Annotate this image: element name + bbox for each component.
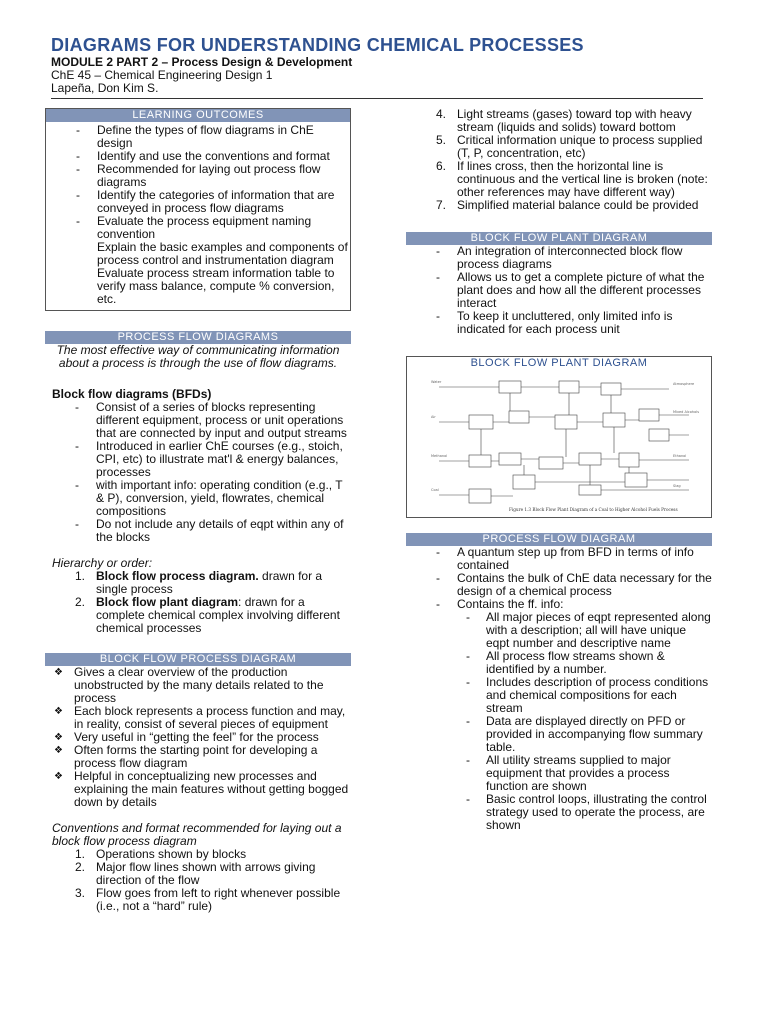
learning-outcomes-heading: LEARNING OUTCOMES (46, 109, 350, 122)
course-line: ChE 45 – Chemical Engineering Design 1 (51, 68, 273, 82)
list-item: 2. Major flow lines shown with arrows giving direction of the flow (75, 860, 316, 887)
plant-diagram-figure (406, 356, 712, 518)
list-item: - To keep it uncluttered, only limited info is indicated for each process unit (406, 310, 712, 336)
block-flow-plant-diagram-image (429, 373, 707, 513)
list-item: - All process flow streams shown & identified by a number. (406, 650, 712, 676)
list-item: 7. Simplified material balance could be provided (436, 198, 699, 212)
list-item: - Recommended for laying out process flow diagrams (46, 163, 350, 189)
header-divider (51, 98, 703, 99)
list-item: ❖ Gives a clear overview of the production unobstructed by the many details related to the process (45, 666, 351, 705)
list-item: Explain the basic examples and components of process control and instrumentation diagram (97, 240, 348, 267)
list-item: 4. Light streams (gases) toward top with heavy stream (liquids and solids) toward bottom (436, 107, 692, 134)
list-item: ❖ Helpful in conceptualizing new processes and explaining the main features without getting bogged down by details (45, 770, 351, 809)
list-item: 6. If lines cross, then the horizontal line is continuous and the vertical line is broken (note: other references may have different way) (436, 159, 708, 199)
list-item: Evaluate process stream information table to verify mass balance, compute % conversion, etc. (97, 266, 335, 306)
pfd-heading: PROCESS FLOW DIAGRAM (406, 533, 712, 546)
pfd-intro: The most effective way of communicating information about a process is through the use of flow diagrams. (56, 343, 340, 370)
list-item: 1. Block flow process diagram. drawn for a single process (75, 569, 323, 596)
list-item: - Contains the bulk of ChE data necessary for the design of a chemical process (406, 572, 712, 598)
svg-text:Methanol: Methanol (431, 454, 448, 458)
figure-caption: Figure 1.3 Block Flow Plant Diagram of a Coal to Higher Alcohol Fuels Process (509, 507, 678, 512)
left-column (45, 108, 351, 913)
list-item: - An integration of interconnected block flow process diagrams (406, 245, 712, 271)
svg-text:Mixed Alcohols: Mixed Alcohols (673, 410, 700, 414)
author-line: Lapeña, Don Kim S. (51, 81, 159, 95)
svg-text:Water: Water (431, 380, 442, 384)
pfd-section-heading: PROCESS FLOW DIAGRAMS (45, 331, 351, 344)
list-item: - Introduced in earlier ChE courses (e.g., stoich, CPI, etc) to illustrate mat'l & energy balances, processes (45, 440, 351, 479)
list-item: - Do not include any details of eqpt within any of the blocks (45, 518, 351, 544)
svg-text:Atmosphere: Atmosphere (673, 382, 695, 386)
bfd-title: Block flow diagrams (BFDs) (52, 387, 212, 401)
list-item: - Contains the ff. info: (406, 598, 712, 611)
bfpd-heading: BLOCK FLOW PROCESS DIAGRAM (45, 653, 351, 666)
svg-text:Air: Air (431, 415, 436, 419)
bfplant-heading: BLOCK FLOW PLANT DIAGRAM (406, 232, 712, 245)
svg-text:Ethanol: Ethanol (673, 454, 687, 458)
list-item: 5. Critical information unique to process supplied (T, P, concentration, etc) (436, 133, 703, 160)
list-item: - Includes description of process conditions and chemical compositions for each stream (406, 676, 712, 715)
list-item: ❖ Very useful in “getting the feel” for the process (45, 731, 351, 744)
list-item: - All major pieces of eqpt represented along with a description; all will have unique eqpt number and descriptive name (406, 611, 712, 650)
list-item: 1. Operations shown by blocks (75, 847, 247, 861)
list-item: - Basic control loops, illustrating the control strategy used to operate the process, are shown (406, 793, 712, 832)
svg-text:Slag: Slag (673, 484, 681, 488)
list-item: - Allows us to get a complete picture of what the plant does and how all the different processes interact (406, 271, 712, 310)
conventions-label: Conventions and format recommended for laying out a block flow process diagram (52, 821, 342, 848)
list-item: - Identify the categories of information that are conveyed in process flow diagrams (46, 189, 350, 215)
hierarchy-label: Hierarchy or order: (52, 556, 153, 570)
list-item: 3. Flow goes from left to right whenever possible (i.e., not a “hard” rule) (75, 886, 341, 913)
list-item: ❖ Each block represents a process function and may, in reality, consist of several pieces of equipment (45, 705, 351, 731)
list-item: - Identify and use the conventions and format (46, 150, 350, 163)
svg-text:Coal: Coal (431, 488, 439, 492)
list-item: - Evaluate the process equipment naming convention (46, 215, 350, 241)
list-item: - Consist of a series of blocks representing different equipment, process or unit operations that are connected by input and output streams (45, 401, 351, 440)
list-item: - Define the types of flow diagrams in ChE design (46, 124, 350, 150)
list-item: 2. Block flow plant diagram: drawn for a complete chemical complex involving different chemical processes (75, 595, 340, 635)
list-item: - A quantum step up from BFD in terms of info contained (406, 546, 712, 572)
list-item: - with important info: operating condition (e.g., T & P), conversion, yield, flowrates, chemical compositions (45, 479, 351, 518)
list-item: - Data are displayed directly on PFD or provided in accompanying flow summary table. (406, 715, 712, 754)
list-item: - All utility streams supplied to major equipment that provides a process function are shown (406, 754, 712, 793)
document-title: DIAGRAMS FOR UNDERSTANDING CHEMICAL PROCESSES (51, 35, 584, 55)
module-line: MODULE 2 PART 2 – Process Design & Development (51, 55, 353, 69)
document-header (51, 34, 703, 99)
figure-heading: BLOCK FLOW PLANT DIAGRAM (470, 357, 648, 369)
right-column (406, 108, 712, 832)
list-item: ❖ Often forms the starting point for developing a process flow diagram (45, 744, 351, 770)
learning-outcomes-box (45, 108, 351, 311)
